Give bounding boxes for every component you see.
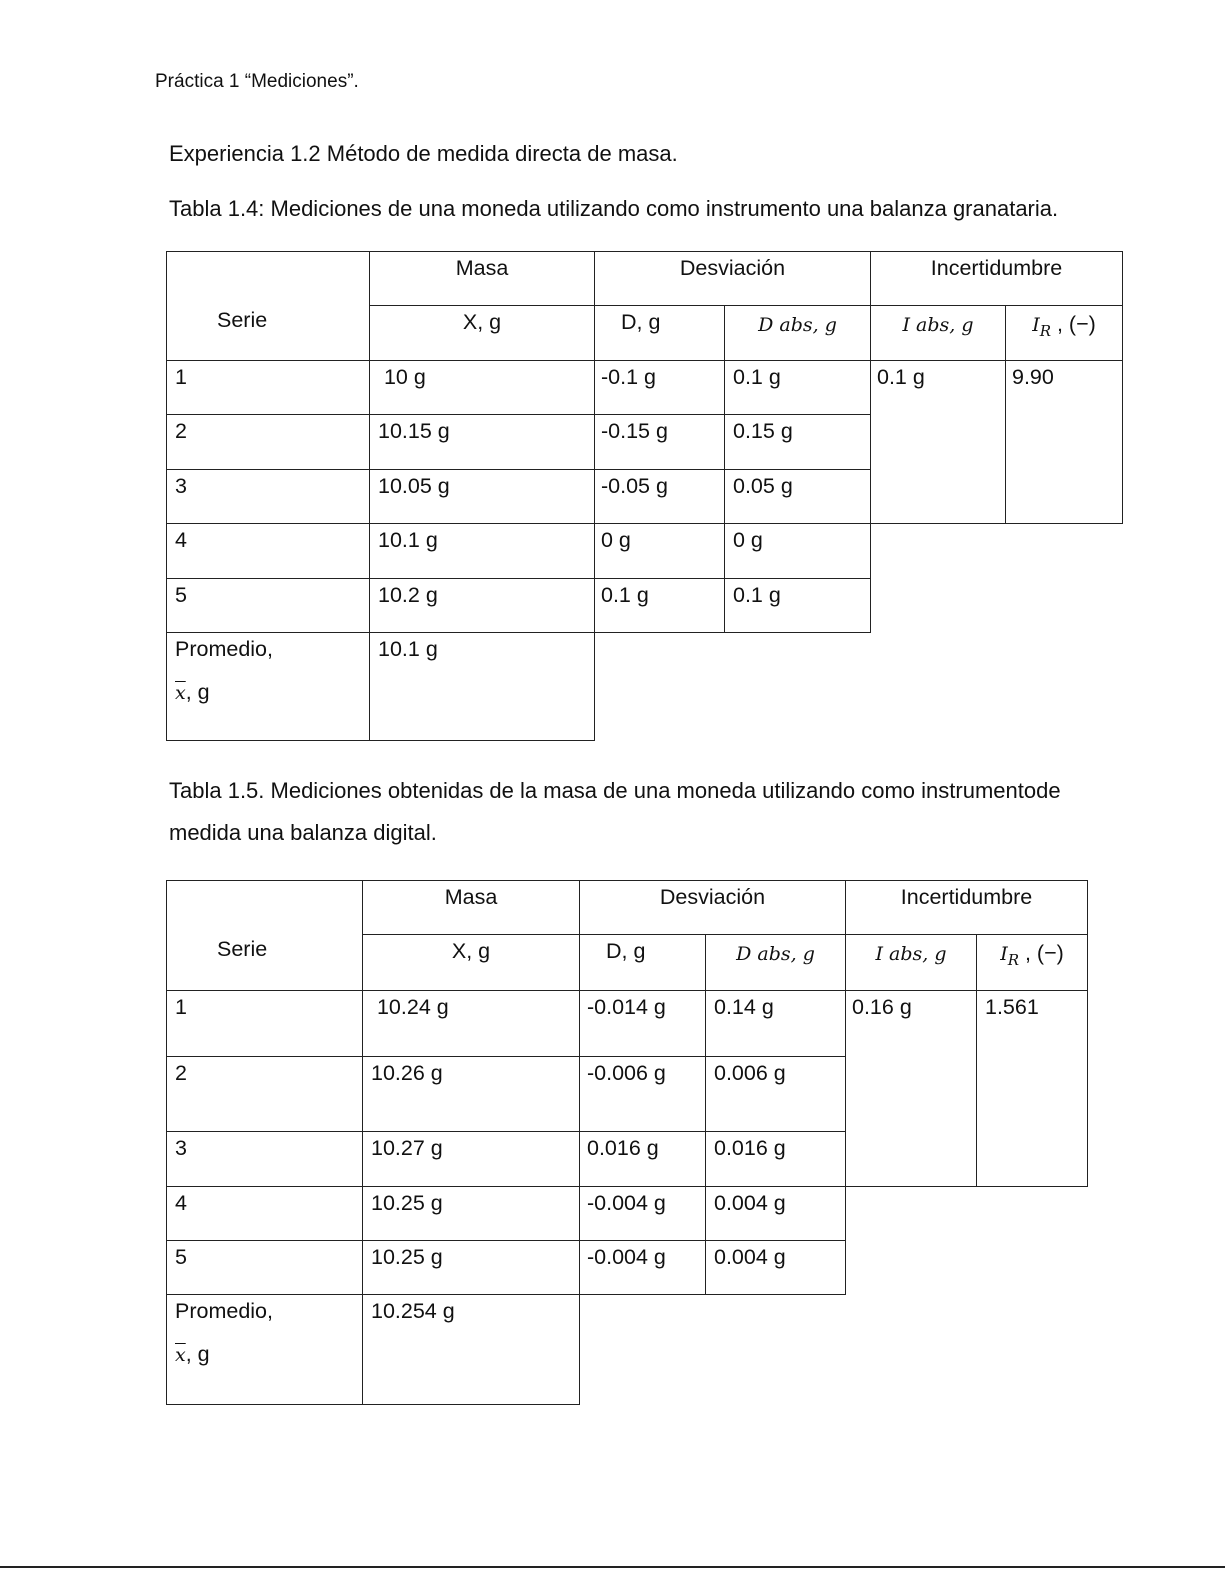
table2-row2-serie: 2: [166, 1056, 363, 1132]
table1-promedio-label: Promedio, $\overline{x}$, g: [166, 632, 370, 741]
table2-iabs-header: I abs, g: [845, 934, 977, 991]
table2-row5-d: -0.004 g: [579, 1240, 706, 1295]
table1-row3-serie: 3: [166, 469, 370, 524]
table1-x-header: X, g: [369, 305, 595, 361]
table1-row2-serie: 2: [166, 414, 370, 470]
table2-row2-d: -0.006 g: [579, 1056, 706, 1132]
table2-promedio-label: Promedio, $\overline{x}$, g: [166, 1294, 363, 1405]
table1-row4-x: 10.1 g: [369, 523, 595, 579]
table2-ir-header: $I_R$ , (−): [976, 934, 1088, 991]
table1-row2-d: -0.15 g: [594, 414, 725, 470]
table2-row3-serie: 3: [166, 1131, 363, 1187]
table1-masa-header: Masa: [369, 251, 595, 306]
table1-iabs-header: I abs, g: [870, 305, 1006, 361]
table1-row1-d: -0.1 g: [594, 360, 725, 415]
table2-row2-dabs: 0.006 g: [705, 1056, 846, 1132]
table2-row3-d: 0.016 g: [579, 1131, 706, 1187]
table1-row1-serie: 1: [166, 360, 370, 415]
page-bottom-border: [0, 1566, 1225, 1568]
table1-row5-serie: 5: [166, 578, 370, 633]
table1-promedio-value: 10.1 g: [369, 632, 595, 741]
table2-row3-x: 10.27 g: [362, 1131, 580, 1187]
table2-serie-header: Serie: [166, 880, 363, 991]
table1-row1-x: 10 g: [369, 360, 595, 415]
table1-row4-d: 0 g: [594, 523, 725, 579]
table2-row1-dabs: 0.14 g: [705, 990, 846, 1057]
table1-dabs-header: D abs, g: [724, 305, 871, 361]
table1-row2-x: 10.15 g: [369, 414, 595, 470]
table1-ir-header: $I_R$ , (−): [1005, 305, 1123, 361]
table2-iabs-value: 0.16 g: [845, 990, 977, 1187]
table2-desviacion-header: Desviación: [579, 880, 846, 935]
table2-caption: Tabla 1.5. Mediciones obtenidas de la masa de una moneda utilizando como instrumentode medida una balanza digital.: [169, 778, 1061, 845]
table1-row4-serie: 4: [166, 523, 370, 579]
table2-row5-dabs: 0.004 g: [705, 1240, 846, 1295]
table2-masa-header: Masa: [362, 880, 580, 935]
page-header: Práctica 1 “Mediciones”.: [155, 71, 359, 92]
table1-row4-dabs: 0 g: [724, 523, 871, 579]
table1-incertidumbre-header: Incertidumbre: [870, 251, 1123, 306]
table1-row5-d: 0.1 g: [594, 578, 725, 633]
table2-promedio-value: 10.254 g: [362, 1294, 580, 1405]
table1-d-header: D, g: [594, 305, 725, 361]
table2-x-header: X, g: [362, 934, 580, 991]
table2-ir-value: 1.561: [976, 990, 1088, 1187]
table1-row1-dabs: 0.1 g: [724, 360, 871, 415]
table2-row4-serie: 4: [166, 1186, 363, 1241]
table2-row1-serie: 1: [166, 990, 363, 1057]
table1-row5-dabs: 0.1 g: [724, 578, 871, 633]
table2-row2-x: 10.26 g: [362, 1056, 580, 1132]
table1-row2-dabs: 0.15 g: [724, 414, 871, 470]
table1-desviacion-header: Desviación: [594, 251, 871, 306]
table2-row5-x: 10.25 g: [362, 1240, 580, 1295]
table2-d-header: D, g: [579, 934, 706, 991]
table2-incertidumbre-header: Incertidumbre: [845, 880, 1088, 935]
experience-title: Experiencia 1.2 Método de medida directa de masa.: [169, 141, 678, 166]
table2-dabs-header: D abs, g: [705, 934, 846, 991]
table1-ir-value: 9.90: [1005, 360, 1123, 524]
table2-row1-x: 10.24 g: [362, 990, 580, 1057]
table2-row4-d: -0.004 g: [579, 1186, 706, 1241]
table1-row3-d: -0.05 g: [594, 469, 725, 524]
table1-iabs-value: 0.1 g: [870, 360, 1006, 524]
table2-row4-dabs: 0.004 g: [705, 1186, 846, 1241]
table2-row4-x: 10.25 g: [362, 1186, 580, 1241]
table1-row3-dabs: 0.05 g: [724, 469, 871, 524]
table1-row3-x: 10.05 g: [369, 469, 595, 524]
table2-row1-d: -0.014 g: [579, 990, 706, 1057]
table1-serie-header: Serie: [166, 251, 370, 361]
table2-row5-serie: 5: [166, 1240, 363, 1295]
table2-row3-dabs: 0.016 g: [705, 1131, 846, 1187]
table1-caption: Tabla 1.4: Mediciones de una moneda utilizando como instrumento una balanza granataria.: [169, 196, 1059, 221]
table1-row5-x: 10.2 g: [369, 578, 595, 633]
